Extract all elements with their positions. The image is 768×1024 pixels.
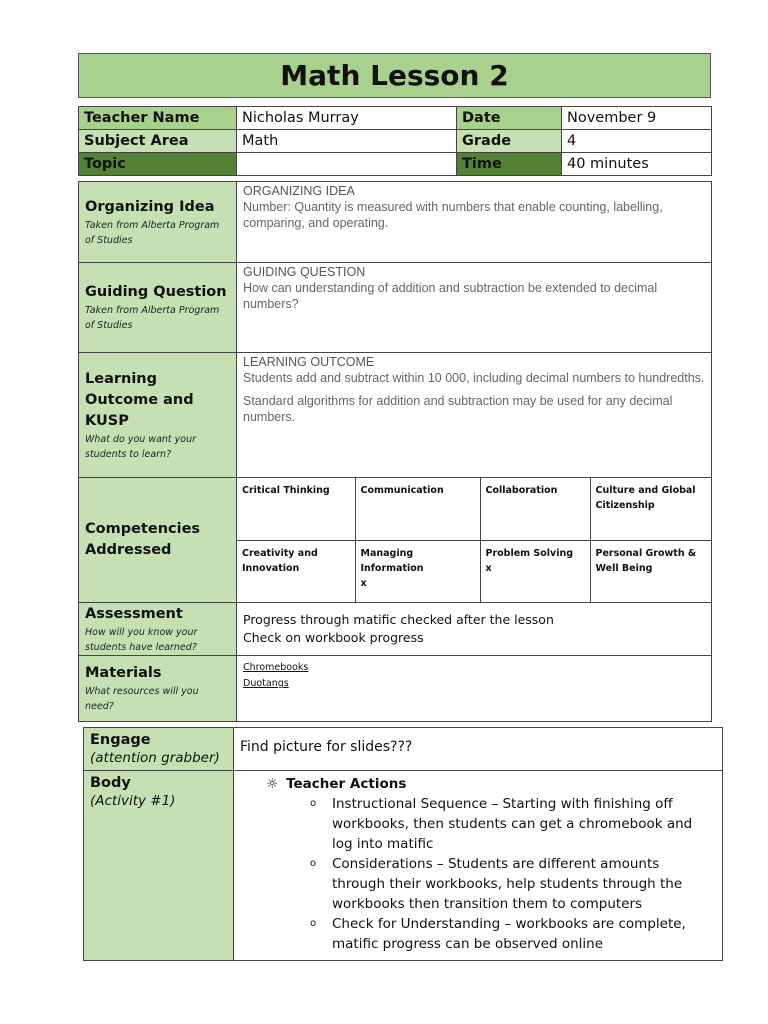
assessment-line-2: Check on workbook progress [243,630,424,645]
learning-outcome-content [237,353,712,478]
materials-content [237,656,712,722]
competency-culture-global-citizenship [590,478,712,540]
assessment-cell [79,603,237,656]
materials-cell [79,656,237,722]
competency-managing-information [355,540,480,602]
subject-area-value: Math [237,130,457,153]
list-item [310,914,716,954]
lesson-title: Math Lesson 2 [280,59,509,92]
date-label: Date [457,107,562,130]
competency-label: Personal Growth & Well Being [595,547,697,574]
hollow-bullet-icon: o [310,858,317,869]
organizing-idea-heading: ORGANIZING IDEA [243,184,355,198]
guiding-question-subtitle: Taken from Alberta Program of Studies [85,305,220,331]
learning-outcome-subtitle: What do you want your students to learn? [85,433,197,460]
competency-label: Critical Thinking [242,485,330,496]
competency-critical-thinking [237,478,355,540]
hollow-bullet-icon: o [310,918,317,929]
organizing-idea-title: Organizing Idea [85,198,215,215]
time-label: Time [457,153,562,176]
teacher-actions-list [240,794,716,954]
competency-label: Culture and Global Citizenship [595,485,696,511]
engage-content: Find picture for slides??? [234,728,723,771]
subject-area-label: Subject Area [79,130,237,153]
teacher-name-value: Nicholas Murray [237,107,457,130]
guiding-question-heading: GUIDING QUESTION [243,265,366,279]
guiding-question-title: Guiding Question [85,284,227,300]
lesson-plan-table [78,181,712,722]
learning-outcome-cell [79,353,237,478]
guiding-question-cell [79,263,237,353]
competency-mark: x [485,562,492,574]
grade-value: 4 [562,130,712,153]
assessment-content [237,603,712,656]
learning-outcome-text-1: Students add and subtract within 10 000, including decimal numbers to hundredths. [243,371,705,385]
learning-outcome-heading: LEARNING OUTCOME [243,355,375,369]
body-content [234,771,723,961]
competency-label: Collaboration [485,485,558,496]
sun-icon: ☼ [266,776,279,792]
topic-value [237,153,457,176]
guiding-question-text: How can understanding of addition and subtraction be extended to decimal numbers? [243,281,658,311]
date-value: November 9 [562,107,712,130]
engage-subtitle: (attention grabber) [90,750,220,766]
competencies-grid [237,478,712,602]
competency-communication [355,478,480,540]
assessment-line-1: Progress through matific checked after the lesson [243,612,554,627]
instructional-sequence-text: Instructional Sequence – Starting with finishing off workbooks, then students can get a chromebook and log into matific [332,796,693,852]
competency-label: Managing Information [360,547,424,574]
lesson-sequence-table [83,727,723,961]
teacher-name-label: Teacher Name [79,107,237,130]
engage-cell [84,728,234,771]
topic-label: Topic [79,153,237,176]
competencies-title: Competencies Addressed [85,521,201,558]
organizing-idea-subtitle: Taken from Alberta Program of Studies [85,219,220,246]
hollow-bullet-icon: o [310,798,317,809]
engage-title: Engage [90,732,151,748]
organizing-idea-content [237,182,712,263]
competencies-cell [79,478,237,603]
considerations-text: Considerations – Students are different amounts through their workbooks, help students through the workbooks then transition them to computers [332,856,683,912]
materials-link-chromebooks[interactable]: Chromebooks [243,662,309,673]
materials-subtitle: What resources will you need? [85,686,199,712]
learning-outcome-title: Learning Outcome and KUSP [85,370,194,429]
materials-link-duotangs[interactable]: Duotangs [243,678,289,689]
grade-label: Grade [457,130,562,153]
teacher-actions-heading [240,774,716,794]
organizing-idea-text: Number: Quantity is measured with numbers that enable counting, labelling, comparing, and operating. [243,200,663,230]
teacher-actions-label: Teacher Actions [286,776,407,792]
materials-title: Materials [85,665,162,681]
competency-label: Problem Solving [485,547,574,559]
guiding-question-content [237,263,712,353]
body-title: Body [90,775,131,791]
list-item [310,854,716,914]
lesson-info-table [78,106,712,176]
competencies-content [237,478,712,603]
list-item [310,794,716,854]
time-value: 40 minutes [562,153,712,176]
competency-personal-growth [590,540,712,602]
assessment-title: Assessment [85,605,183,622]
assessment-subtitle: How will you know your students have learned? [85,626,198,653]
competency-label: Communication [360,485,444,496]
competency-mark: x [360,577,367,589]
competency-collaboration [480,478,590,540]
body-cell [84,771,234,961]
lesson-title-banner [78,53,711,98]
competency-label: Creativity and Innovation [242,547,318,574]
organizing-idea-cell [79,182,237,263]
learning-outcome-text-2: Standard algorithms for addition and subtraction may be used for any decimal numbers. [243,394,673,424]
check-for-understanding-text: Check for Understanding – workbooks are complete, matific progress can be observed online [332,916,686,952]
body-subtitle: (Activity #1) [90,793,176,809]
competency-creativity-innovation [237,540,355,602]
competency-problem-solving [480,540,590,602]
